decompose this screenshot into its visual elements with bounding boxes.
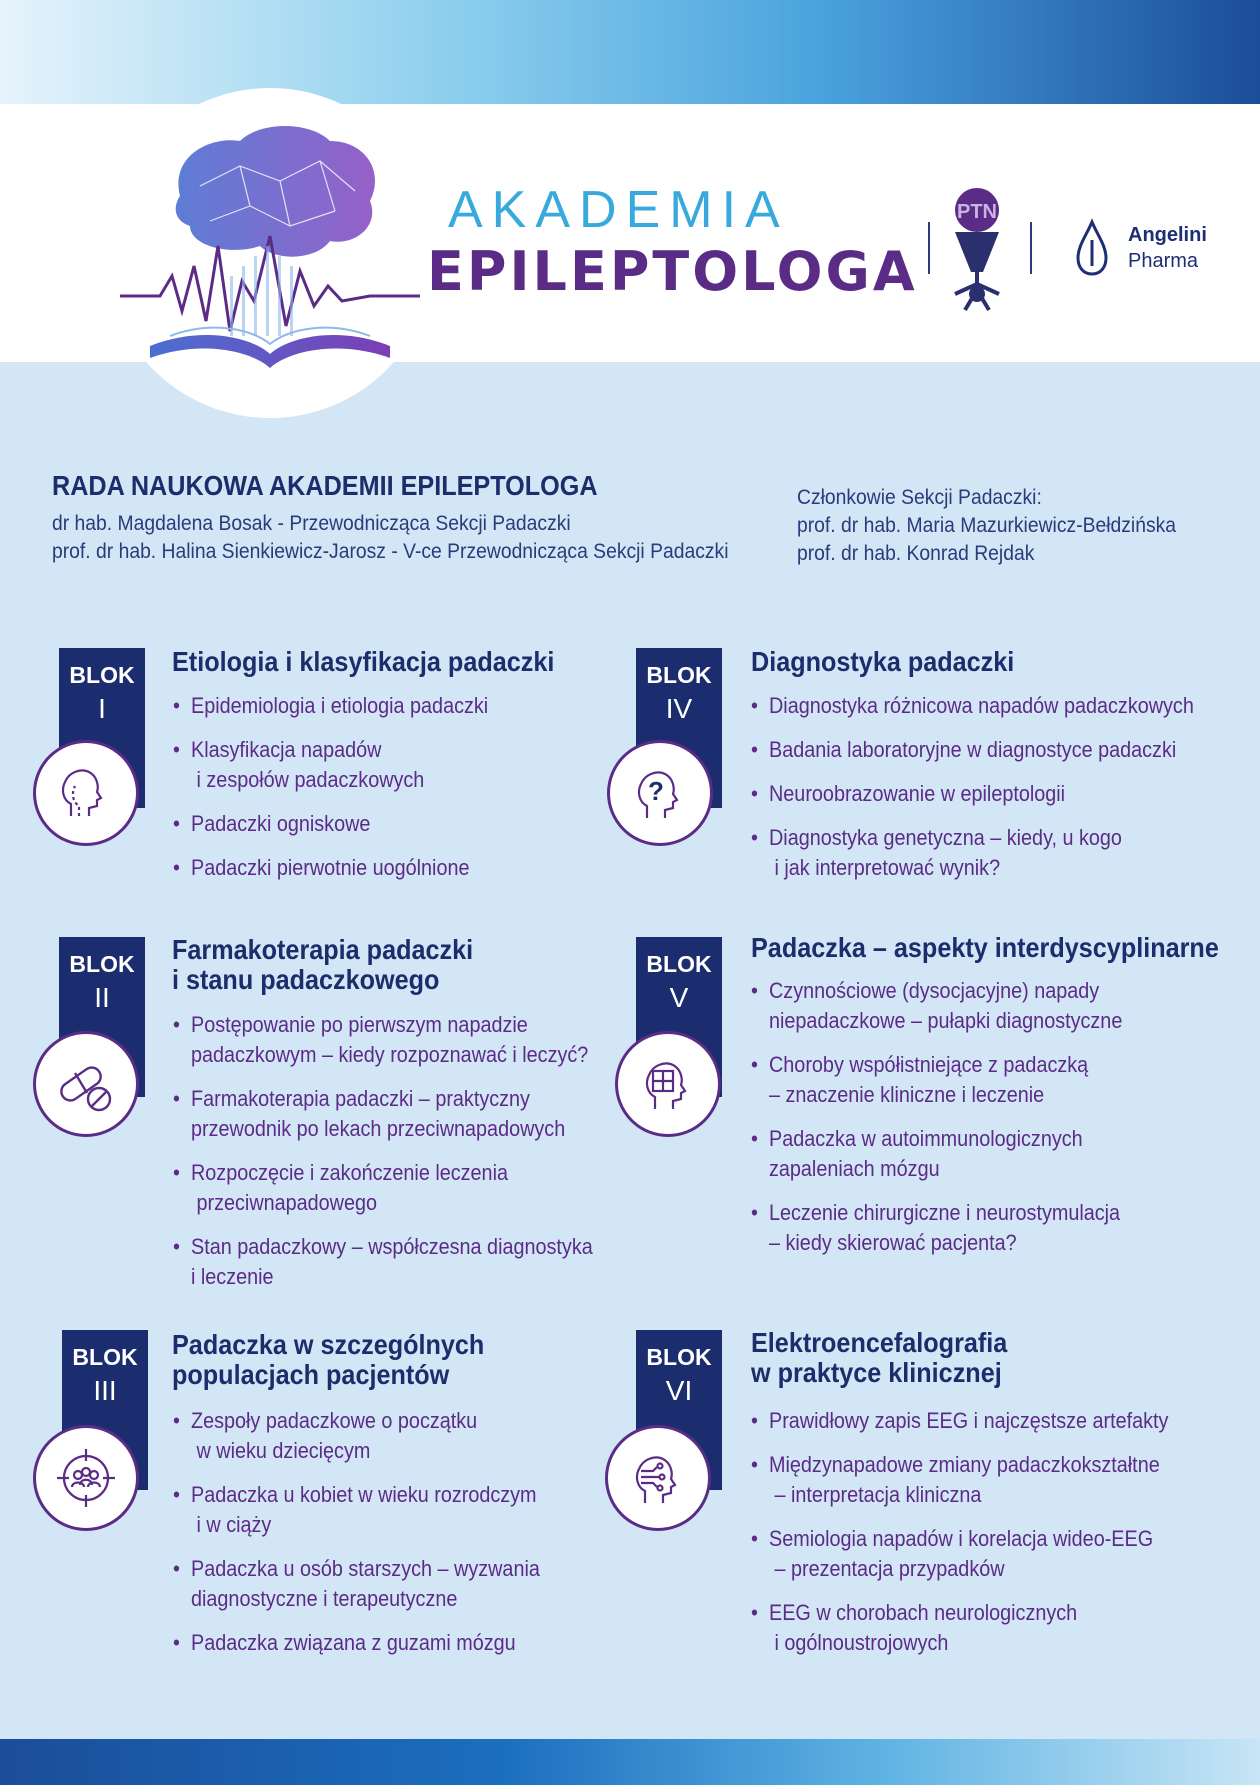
block-label: BLOK — [646, 951, 712, 977]
block-numeral: II — [94, 982, 110, 1013]
list-item: • Postępowanie po pierwszym napadzie padaczkowym – kiedy rozpoznawać i leczyć? — [173, 1010, 593, 1070]
block-items — [173, 691, 523, 897]
list-item: • Epidemiologia i etiologia padaczki — [173, 691, 488, 721]
list-item: • Diagnostyka różnicowa napadów padaczkowych — [751, 691, 1194, 721]
block-title: Diagnostyka padaczki — [751, 646, 1015, 677]
block-items — [173, 1010, 639, 1306]
list-item: • Stan padaczkowy – współczesna diagnostyka i leczenie — [173, 1232, 593, 1292]
block-items — [751, 976, 1164, 1272]
list-item: • Rozpoczęcie i zakończenie leczenia przeciwnapadowego — [173, 1158, 593, 1218]
block-title: Padaczka – aspekty interdyscyplinarne — [751, 932, 1219, 963]
list-item: • Semiologia napadów i korelacja wideo-EEG – prezentacja przypadków — [751, 1524, 1168, 1584]
list-item: • Leczenie chirurgiczne i neurostymulacja – kiedy skierować pacjenta? — [751, 1198, 1122, 1258]
list-item: • Farmakoterapia padaczki – praktyczny przewodnik po lekach przeciwnapadowych — [173, 1084, 593, 1144]
list-item: • Padaczka u osób starszych – wyzwania diagnostyczne i terapeutyczne — [173, 1554, 540, 1614]
council-heading: RADA NAUKOWA AKADEMII EPILEPTOLOGA — [52, 470, 598, 501]
list-item: • Padaczka związana z guzami mózgu — [173, 1628, 540, 1658]
list-item: • Prawidłowy zapis EEG i najczęstsze artefakty — [751, 1406, 1168, 1436]
brain-book-logo-icon — [110, 96, 430, 396]
list-item: • Badania laboratoryjne w diagnostyce padaczki — [751, 735, 1194, 765]
logo-separator-2 — [1030, 222, 1032, 274]
council-member-1: prof. dr hab. Maria Mazurkiewicz-Bełdzińska — [797, 514, 1177, 537]
title-akademia: AKADEMIA — [448, 181, 789, 239]
block-title: Elektroencefalografia w praktyce klinicznej — [751, 1327, 1008, 1388]
head-circuit-icon — [605, 1425, 711, 1531]
block-label: BLOK — [69, 951, 135, 977]
target-group-icon — [33, 1425, 139, 1531]
block-label: BLOK — [69, 662, 135, 688]
block-numeral: V — [669, 982, 689, 1013]
top-gradient-bar — [0, 0, 1260, 104]
list-item: • Neuroobrazowanie w epileptologii — [751, 779, 1194, 809]
block-label: BLOK — [646, 1344, 712, 1370]
head-puzzle-icon — [615, 1031, 721, 1137]
block-title: Etiologia i klasyfikacja padaczki — [172, 646, 555, 677]
block-items — [751, 691, 1243, 897]
list-item: • Padaczki pierwotnie uogólnione — [173, 853, 488, 883]
block-numeral: VI — [665, 1375, 693, 1406]
block-title: Padaczka w szczególnych populacjach pacjentów — [172, 1329, 485, 1390]
list-item: • Padaczka w autoimmunologicznych zapaleniach mózgu — [751, 1124, 1122, 1184]
list-item: • Zespoły padaczkowe o początku w wieku dziecięcym — [173, 1406, 540, 1466]
list-item: • Czynnościowe (dysocjacyjne) napady niepadaczkowe – pułapki diagnostyczne — [751, 976, 1122, 1036]
pills-icon — [33, 1031, 139, 1137]
council-vice-chair: prof. dr hab. Halina Sienkiewicz-Jarosz - V-ce Przewodnicząca Sekcji Padaczki — [52, 540, 729, 563]
council-member-2: prof. dr hab. Konrad Rejdak — [797, 542, 1035, 565]
title-epileptologa: EPILEPTOLOGA — [427, 240, 918, 303]
block-title: Farmakoterapia padaczki i stanu padaczkowego — [172, 934, 474, 995]
list-item: • Choroby współistniejące z padaczką – znaczenie kliniczne i leczenie — [751, 1050, 1122, 1110]
brand-sub: Pharma — [1128, 250, 1199, 272]
svg-text:?: ? — [648, 776, 664, 806]
list-item: • Diagnostyka genetyczna – kiedy, u kogo i jak interpretować wynik? — [751, 823, 1194, 883]
block-label: BLOK — [72, 1344, 138, 1370]
head-question-icon — [607, 740, 713, 846]
list-item: • Padaczki ogniskowe — [173, 809, 488, 839]
council-members-label: Członkowie Sekcji Padaczki: — [797, 486, 1042, 509]
head-profile-icon — [33, 740, 139, 846]
list-item: • Padaczka u kobiet w wieku rozrodczym i w ciąży — [173, 1480, 540, 1540]
svg-text:PTN: PTN — [957, 201, 997, 223]
block-numeral: III — [93, 1375, 117, 1406]
brand-name: Angelini — [1128, 224, 1207, 246]
angelini-drop-icon — [1072, 218, 1112, 278]
block-numeral: IV — [665, 693, 693, 724]
list-item: • Międzynapadowe zmiany padaczkokształtne – interpretacja kliniczna — [751, 1450, 1168, 1510]
list-item: • EEG w chorobach neurologicznych i ogólnoustrojowych — [751, 1598, 1168, 1658]
block-items — [751, 1406, 1215, 1672]
block-items — [173, 1406, 581, 1672]
bottom-gradient-bar — [0, 1739, 1260, 1785]
list-item: • Klasyfikacja napadów i zespołów padaczkowych — [173, 735, 488, 795]
council-chair: dr hab. Magdalena Bosak - Przewodnicząca Sekcji Padaczki — [52, 512, 571, 535]
block-label: BLOK — [646, 662, 712, 688]
block-numeral: I — [98, 693, 106, 724]
